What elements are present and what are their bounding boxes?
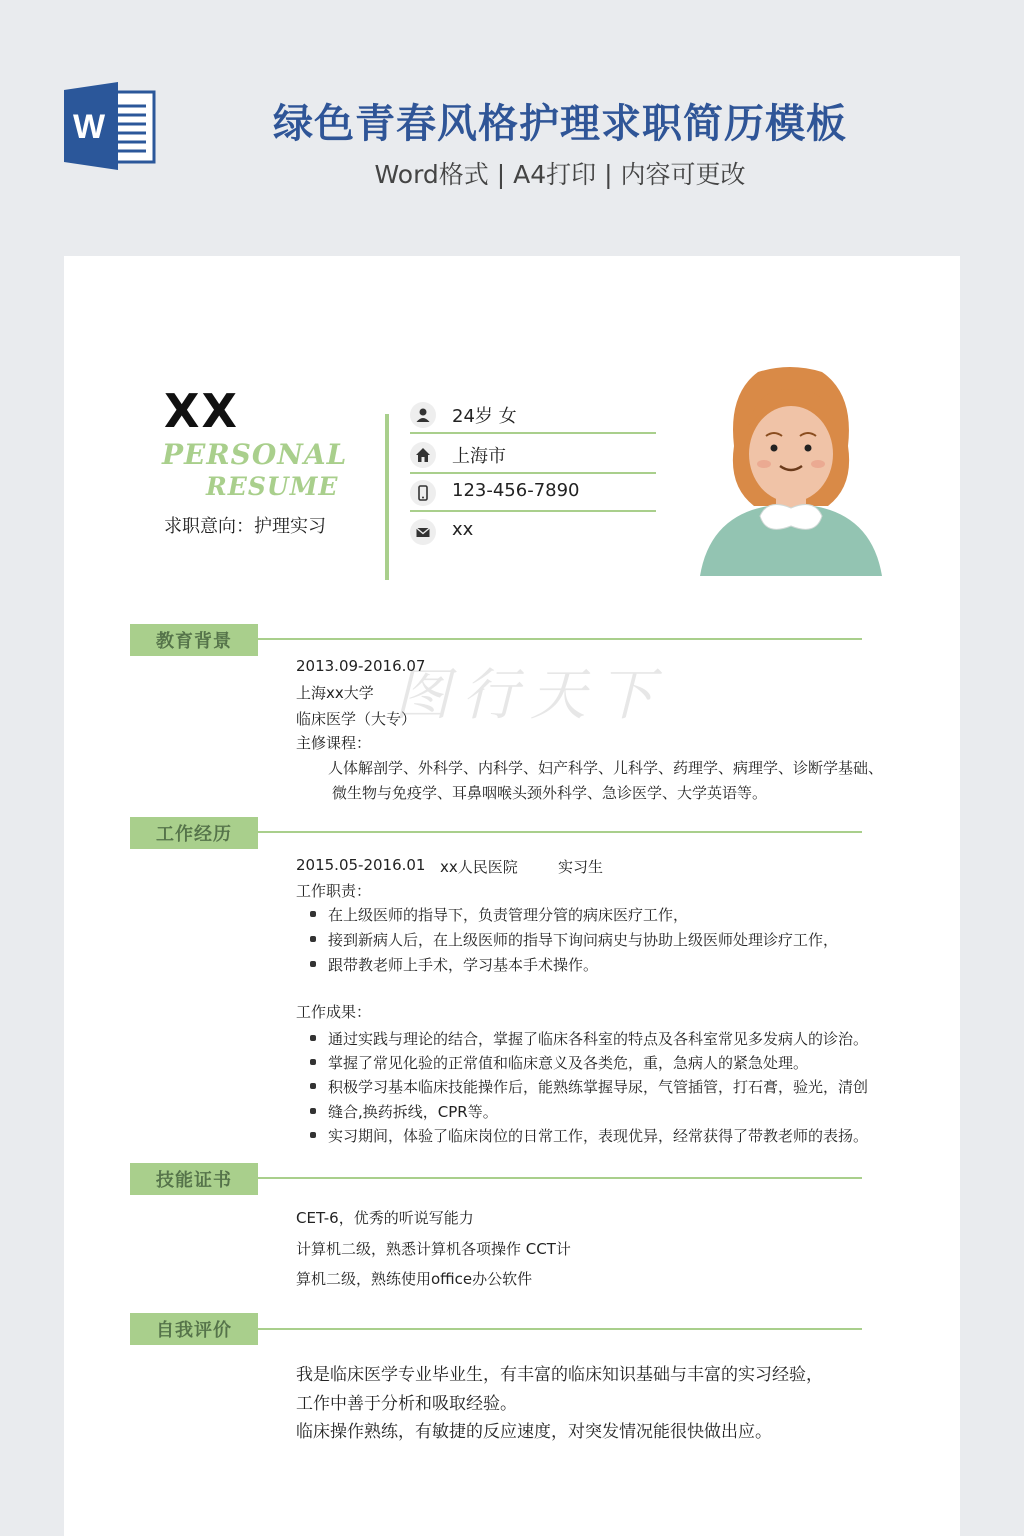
- work-company: xx人民医院: [440, 858, 518, 876]
- divider-line: [385, 414, 389, 580]
- list-item: 缝合,换药拆线，CPR等。: [296, 1101, 498, 1122]
- mail-icon: [410, 519, 436, 545]
- contact-row-email: [410, 513, 656, 551]
- list-item: 积极学习基本临床技能操作后，能熟练掌握导尿，气管插管，打石膏，验光，清创: [296, 1076, 868, 1097]
- list-item: 实习期间，体验了临床岗位的日常工作，表现优异，经常获得了带教老师的表扬。: [296, 1125, 868, 1146]
- resume-paper: [64, 256, 960, 1536]
- section-divider: [258, 1328, 862, 1330]
- contact-row-age: [410, 396, 656, 434]
- section-tab-skills: 技能证书: [130, 1163, 258, 1195]
- self-eval-line: 我是临床医学专业毕业生，有丰富的临床知识基础与丰富的实习经验，: [296, 1365, 823, 1385]
- phone-icon: [410, 480, 436, 506]
- job-objective: 求职意向：护理实习: [164, 516, 326, 537]
- work-duties-label: 工作职责：: [296, 882, 372, 900]
- list-item: 接到新病人后，在上级医师的指导下询问病史与协助上级医师处理诊疗工作，: [296, 929, 838, 950]
- resume-word: RESUME: [206, 472, 339, 501]
- work-period: 2015.05-2016.01: [296, 856, 426, 874]
- watermark: 图行天下: [394, 663, 666, 728]
- edu-major: 临床医学（大专）: [296, 710, 417, 728]
- home-icon: [410, 442, 436, 468]
- section-tab-self-eval: 自我评价: [130, 1313, 258, 1345]
- edu-school: 上海xx大学: [296, 684, 374, 702]
- skill-item: 算机二级，熟练使用office办公软件: [296, 1270, 533, 1288]
- contact-phone: 123-456-7890: [452, 480, 580, 501]
- section-tab-work: 工作经历: [130, 817, 258, 849]
- self-eval-line: 工作中善于分析和吸取经验。: [296, 1394, 517, 1414]
- contact-city: 上海市: [452, 446, 506, 467]
- list-item: 通过实践与理论的结合，掌握了临床各科室的特点及各科室常见多发病人的诊治。: [296, 1028, 868, 1049]
- edu-courses-label: 主修课程：: [296, 734, 372, 752]
- skill-item: CET-6，优秀的听说写能力: [296, 1209, 474, 1227]
- section-tab-education: 教育背景: [130, 624, 258, 656]
- list-item: 跟带教老师上手术，学习基本手术操作。: [296, 954, 598, 975]
- work-position: 实习生: [558, 858, 604, 876]
- person-name: XX: [164, 384, 239, 438]
- list-item: 在上级医师的指导下，负责管理分管的病床医疗工作，: [296, 904, 688, 925]
- section-divider: [258, 831, 862, 833]
- contact-row-phone: [410, 474, 656, 512]
- svg-text:W: W: [72, 108, 106, 146]
- edu-courses-line: 人体解剖学、外科学、内科学、妇产科学、儿科学、药理学、病理学、诊断学基础、: [328, 759, 884, 777]
- section-divider: [258, 1177, 862, 1179]
- avatar: [698, 366, 884, 578]
- section-divider: [258, 638, 862, 640]
- contact-age-gender: 24岁 女: [452, 406, 517, 427]
- word-icon: [64, 82, 156, 170]
- skill-item: 计算机二级，熟悉计算机各项操作 CCT计: [296, 1240, 571, 1258]
- contact-email: xx: [452, 519, 474, 540]
- edu-period: 2013.09-2016.07: [296, 657, 426, 675]
- personal-word: PERSONAL: [162, 438, 348, 471]
- contact-row-city: [410, 436, 656, 474]
- work-results-label: 工作成果：: [296, 1003, 372, 1021]
- page-subtitle: Word格式 | A4打印 | 内容可更改: [374, 160, 746, 189]
- list-item: 掌握了常见化验的正常值和临床意义及各类危，重，急病人的紧急处理。: [296, 1052, 808, 1073]
- user-icon: [410, 402, 436, 428]
- page-title: 绿色青春风格护理求职简历模板: [273, 101, 847, 147]
- self-eval-line: 临床操作熟练，有敏捷的反应速度，对突发情况能很快做出应。: [296, 1422, 772, 1442]
- edu-courses-line: 微生物与免疫学、耳鼻咽喉头颈外科学、急诊医学、大学英语等。: [332, 784, 768, 802]
